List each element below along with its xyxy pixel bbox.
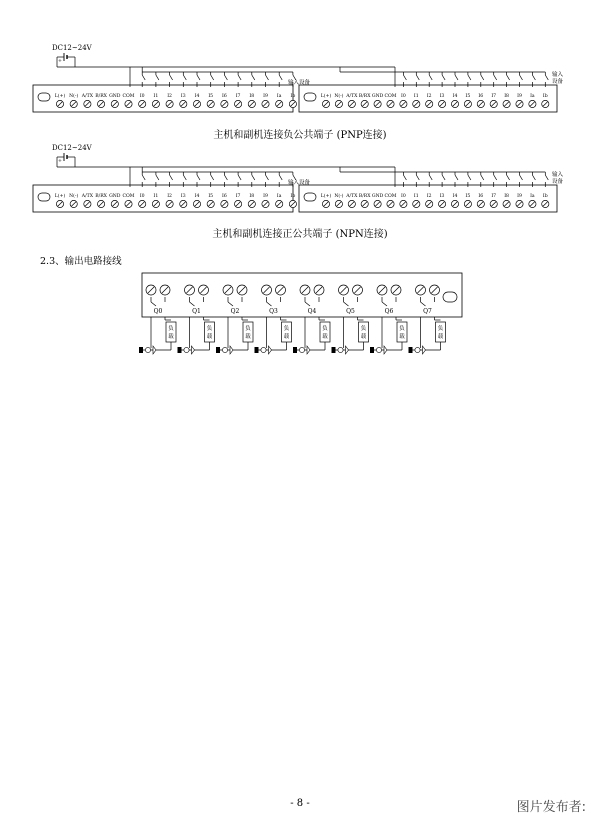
sub-terminal-label-7: I1 bbox=[413, 194, 419, 199]
main-switch-blade-9 bbox=[183, 175, 186, 180]
output-Q4-load-label-2: 载 bbox=[322, 334, 328, 340]
dc-label: DC12~24V bbox=[52, 144, 92, 152]
output-Q4-dc-source bbox=[293, 347, 297, 353]
main-switch-blade-15 bbox=[266, 75, 269, 80]
sub-switch-blade-17 bbox=[545, 175, 548, 180]
output-Q4-contact-blade bbox=[305, 302, 310, 306]
output-Q4-diode bbox=[307, 346, 310, 354]
sub-terminal-label-14: I8 bbox=[504, 94, 509, 99]
npn-caption: 主机和副机连接正公共端子 (NPN连接) bbox=[212, 229, 388, 240]
sub-switch-blade-13 bbox=[494, 75, 497, 80]
main-terminal-label-12: I6 bbox=[222, 94, 227, 99]
sub-terminal-label-12: I6 bbox=[478, 94, 484, 99]
main-terminal-label-2: A/TX bbox=[81, 194, 94, 199]
sub-switch-blade-9 bbox=[442, 75, 445, 80]
sub-switch-blade-16 bbox=[532, 75, 535, 80]
output-Q2-load-label-1: 负 bbox=[245, 326, 251, 332]
sub-terminal-label-10: I4 bbox=[452, 194, 458, 199]
output-Q3-dc-source bbox=[255, 347, 259, 353]
wiring-diagrams bbox=[0, 0, 600, 400]
output-Q6-diode bbox=[384, 346, 387, 354]
main-terminal-label-8: I2 bbox=[167, 194, 172, 199]
sub-terminal-label-8: I2 bbox=[426, 94, 432, 99]
sub-switch-blade-15 bbox=[520, 75, 523, 80]
main-switch-blade-12 bbox=[224, 75, 227, 80]
main-switch-blade-10 bbox=[197, 175, 200, 180]
main-terminal-label-2: A/TX bbox=[81, 94, 94, 99]
main-switch-blade-9 bbox=[183, 75, 186, 80]
output-Q0-contact-blade bbox=[151, 302, 156, 306]
output-Q6-ac-source bbox=[376, 347, 381, 352]
sub-switch-blade-14 bbox=[507, 175, 510, 180]
plus-sign: + bbox=[57, 58, 63, 64]
main-terminal-label-14: I8 bbox=[249, 94, 255, 99]
main-switch-blade-11 bbox=[211, 75, 214, 80]
output-Q5-diode bbox=[346, 346, 349, 354]
main-terminal-label-16: Ia bbox=[276, 194, 282, 199]
output-Q0-load-label-2: 载 bbox=[168, 334, 174, 340]
main-terminal-label-3: B/RX bbox=[95, 194, 107, 199]
output-Q2-ac-source bbox=[222, 347, 227, 352]
main-terminal-label-3: B/RX bbox=[95, 94, 107, 99]
main-terminal-label-8: I2 bbox=[167, 94, 172, 99]
output-Q0-label: Q0 bbox=[153, 308, 163, 315]
output-Q0-load-label-1: 负 bbox=[168, 326, 174, 332]
publisher-label: 图片发布者: bbox=[516, 800, 586, 815]
sub-terminal-label-2: A/TX bbox=[346, 94, 358, 99]
sub-terminal-label-17: Ib bbox=[542, 194, 548, 199]
sub-switch-blade-6 bbox=[403, 175, 406, 180]
sub-terminal-label-13: I7 bbox=[491, 194, 497, 199]
main-terminal-label-5: COM bbox=[122, 194, 135, 199]
main-switch-blade-7 bbox=[156, 75, 159, 80]
output-Q7-load-label-1: 负 bbox=[437, 326, 444, 332]
sub-switch-blade-9 bbox=[442, 175, 445, 180]
sub-switch-blade-7 bbox=[416, 75, 419, 80]
sub-terminal-label-14: I8 bbox=[504, 194, 509, 199]
main-switch-blade-6 bbox=[142, 75, 145, 80]
main-switch-blade-7 bbox=[156, 175, 159, 180]
output-Q7-contact-blade bbox=[421, 302, 426, 306]
sub-terminal-label-3: B/RX bbox=[358, 94, 371, 99]
sub-terminal-label-4: GND bbox=[371, 194, 384, 199]
sub-switch-blade-11 bbox=[468, 175, 471, 180]
sub-switch-blade-12 bbox=[481, 75, 484, 80]
sub-terminal-label-6: I0 bbox=[401, 194, 406, 199]
output-Q1-diode bbox=[192, 346, 195, 354]
output-Q4-load-label-1: 负 bbox=[322, 326, 328, 332]
input-device-label: 输入设备 bbox=[288, 180, 311, 186]
sub-switch-blade-10 bbox=[455, 175, 458, 180]
dc-label: DC12~24V bbox=[52, 44, 92, 52]
output-Q0-diode bbox=[153, 346, 156, 354]
main-switch-blade-15 bbox=[266, 175, 269, 180]
output-mount-hole bbox=[443, 292, 457, 302]
main-terminal-label-14: I8 bbox=[249, 194, 255, 199]
main-switch-blade-10 bbox=[197, 75, 200, 80]
sub-terminal-label-11: I5 bbox=[465, 194, 471, 199]
output-Q1-load-label-1: 负 bbox=[206, 326, 213, 332]
sub-terminal-label-17: Ib bbox=[542, 94, 548, 99]
plus-sign: + bbox=[57, 158, 63, 164]
output-Q7-ac-source bbox=[415, 347, 420, 352]
main-terminal-label-17: Ib bbox=[290, 194, 296, 199]
sub-switch-blade-16 bbox=[532, 175, 535, 180]
main-terminal-label-9: I3 bbox=[180, 194, 186, 199]
sub-terminal-label-12: I6 bbox=[478, 194, 484, 199]
main-terminal-label-11: I5 bbox=[208, 194, 214, 199]
main-switch-blade-14 bbox=[252, 175, 255, 180]
main-mount-hole bbox=[38, 193, 50, 201]
output-Q5-ac-source bbox=[338, 347, 343, 352]
main-terminal-label-10: I4 bbox=[194, 194, 200, 199]
sub-switch-blade-7 bbox=[416, 175, 419, 180]
section-heading: 2.3、输出电路接线 bbox=[40, 256, 122, 267]
sub-terminal-label-6: I0 bbox=[401, 94, 406, 99]
main-switch-blade-11 bbox=[211, 175, 214, 180]
sub-terminal-label-1: N(-) bbox=[334, 94, 344, 99]
output-Q3-ac-source bbox=[261, 347, 266, 352]
output-Q6-dc-source bbox=[370, 347, 374, 353]
main-terminal-label-9: I3 bbox=[180, 94, 186, 99]
sub-switch-blade-17 bbox=[545, 75, 548, 80]
main-terminal-label-1: N(-) bbox=[69, 94, 79, 99]
main-terminal-label-1: N(-) bbox=[69, 194, 79, 199]
sub-terminal-label-5: COM bbox=[384, 194, 397, 199]
output-Q1-dc-source bbox=[178, 347, 182, 353]
sub-terminal-label-8: I2 bbox=[426, 194, 432, 199]
output-Q7-label: Q7 bbox=[423, 308, 432, 315]
sub-terminal-label-0: L(+) bbox=[320, 94, 332, 99]
main-terminal-label-6: I0 bbox=[139, 194, 145, 199]
sub-terminal-label-11: I5 bbox=[465, 94, 471, 99]
output-Q1-ac-source bbox=[184, 347, 189, 352]
main-switch-blade-6 bbox=[142, 175, 145, 180]
main-terminal-label-4: GND bbox=[109, 194, 121, 199]
sub-terminal-label-16: Ia bbox=[530, 94, 535, 99]
sub-switch-blade-8 bbox=[429, 175, 432, 180]
main-terminal-label-16: Ia bbox=[276, 94, 282, 99]
output-Q3-diode bbox=[269, 346, 272, 354]
sub-terminal-label-15: I9 bbox=[517, 94, 522, 99]
output-Q7-diode bbox=[423, 346, 426, 354]
output-Q3-load-label-2: 载 bbox=[283, 334, 290, 340]
input-device-label-right-line2: 设备 bbox=[552, 179, 564, 185]
main-terminal-label-4: GND bbox=[109, 94, 121, 99]
sub-switch-blade-10 bbox=[455, 75, 458, 80]
sub-terminal-label-4: GND bbox=[371, 94, 384, 99]
output-Q0-dc-source bbox=[139, 347, 143, 353]
main-terminal-label-5: COM bbox=[122, 94, 135, 99]
sub-mount-hole bbox=[304, 193, 316, 201]
main-switch-blade-8 bbox=[170, 175, 173, 180]
main-terminal-label-0: L(+) bbox=[54, 94, 66, 99]
output-Q3-label: Q3 bbox=[269, 308, 278, 315]
sub-switch-blade-14 bbox=[507, 75, 510, 80]
main-switch-blade-16 bbox=[279, 75, 282, 80]
sub-switch-blade-12 bbox=[481, 175, 484, 180]
main-terminal-label-13: I7 bbox=[235, 94, 241, 99]
output-Q7-load-label-2: 载 bbox=[437, 334, 444, 340]
main-terminal-label-15: I9 bbox=[263, 94, 268, 99]
main-terminal-label-7: I1 bbox=[153, 94, 159, 99]
sub-terminal-label-16: Ia bbox=[530, 194, 535, 199]
main-mount-hole bbox=[38, 93, 50, 101]
output-Q5-dc-source bbox=[332, 347, 336, 353]
sub-terminal-label-1: N(-) bbox=[334, 194, 344, 199]
output-Q2-load-label-2: 载 bbox=[245, 334, 251, 340]
output-Q3-contact-blade bbox=[267, 302, 272, 306]
main-switch-blade-12 bbox=[224, 175, 227, 180]
output-Q5-contact-blade bbox=[344, 302, 349, 306]
sub-terminal-label-0: L(+) bbox=[320, 194, 332, 199]
sub-switch-blade-6 bbox=[403, 75, 406, 80]
output-Q3-load-label-1: 负 bbox=[283, 326, 290, 332]
input-device-label-right-line1: 输入 bbox=[552, 72, 564, 78]
output-Q1-contact-blade bbox=[190, 302, 195, 306]
input-device-label: 输入设备 bbox=[288, 80, 311, 86]
main-terminal-label-11: I5 bbox=[208, 94, 214, 99]
sub-terminal-label-2: A/TX bbox=[346, 194, 358, 199]
output-Q2-contact-blade bbox=[228, 302, 233, 306]
output-Q6-label: Q6 bbox=[384, 308, 394, 315]
sub-terminal-label-9: I3 bbox=[439, 94, 445, 99]
sub-switch-blade-15 bbox=[520, 175, 523, 180]
main-switch-blade-13 bbox=[238, 75, 241, 80]
output-Q2-label: Q2 bbox=[230, 308, 240, 315]
main-terminal-label-17: Ib bbox=[290, 94, 296, 99]
output-Q0-ac-source bbox=[145, 347, 150, 352]
sub-switch-blade-8 bbox=[429, 75, 432, 80]
output-Q5-label: Q5 bbox=[346, 308, 355, 315]
main-switch-blade-8 bbox=[170, 75, 173, 80]
main-terminal-label-7: I1 bbox=[153, 194, 159, 199]
pnp-wiring-diagram bbox=[33, 44, 564, 112]
output-Q4-ac-source bbox=[299, 347, 304, 352]
sub-terminal-label-7: I1 bbox=[413, 94, 419, 99]
main-terminal-label-10: I4 bbox=[194, 94, 200, 99]
input-device-label-right-line2: 设备 bbox=[552, 79, 564, 85]
output-Q4-label: Q4 bbox=[307, 308, 317, 315]
output-Q2-diode bbox=[230, 346, 233, 354]
output-Q6-load-label-2: 载 bbox=[399, 334, 405, 340]
output-Q5-load-label-1: 负 bbox=[360, 326, 367, 332]
output-Q6-contact-blade bbox=[382, 302, 387, 306]
npn-wiring-diagram bbox=[33, 144, 564, 212]
sub-terminal-label-5: COM bbox=[384, 94, 397, 99]
sub-switch-blade-11 bbox=[468, 75, 471, 80]
sub-terminal-label-3: B/RX bbox=[358, 194, 371, 199]
input-device-label-right-line1: 输入 bbox=[552, 172, 564, 178]
main-switch-blade-16 bbox=[279, 175, 282, 180]
sub-terminal-label-13: I7 bbox=[491, 94, 497, 99]
main-switch-blade-14 bbox=[252, 75, 255, 80]
main-terminal-label-6: I0 bbox=[139, 94, 145, 99]
output-Q2-dc-source bbox=[216, 347, 220, 353]
main-switch-blade-13 bbox=[238, 175, 241, 180]
output-wiring-diagram bbox=[139, 273, 462, 354]
sub-terminal-label-9: I3 bbox=[439, 194, 445, 199]
output-Q1-load-label-2: 载 bbox=[206, 334, 213, 340]
main-terminal-label-15: I9 bbox=[263, 194, 268, 199]
sub-terminal-label-10: I4 bbox=[452, 94, 458, 99]
page-number: - 8 - bbox=[290, 798, 310, 809]
output-Q5-load-label-2: 载 bbox=[360, 334, 367, 340]
main-terminal-label-0: L(+) bbox=[54, 194, 66, 199]
sub-mount-hole bbox=[304, 93, 316, 101]
main-terminal-label-12: I6 bbox=[222, 194, 227, 199]
output-Q1-label: Q1 bbox=[192, 308, 201, 315]
main-terminal-label-13: I7 bbox=[235, 194, 241, 199]
output-Q7-dc-source bbox=[409, 347, 413, 353]
output-Q6-load-label-1: 负 bbox=[399, 326, 405, 332]
sub-terminal-label-15: I9 bbox=[517, 194, 522, 199]
pnp-caption: 主机和副机连接负公共端子 (PNP连接) bbox=[213, 130, 387, 141]
sub-switch-blade-13 bbox=[494, 175, 497, 180]
